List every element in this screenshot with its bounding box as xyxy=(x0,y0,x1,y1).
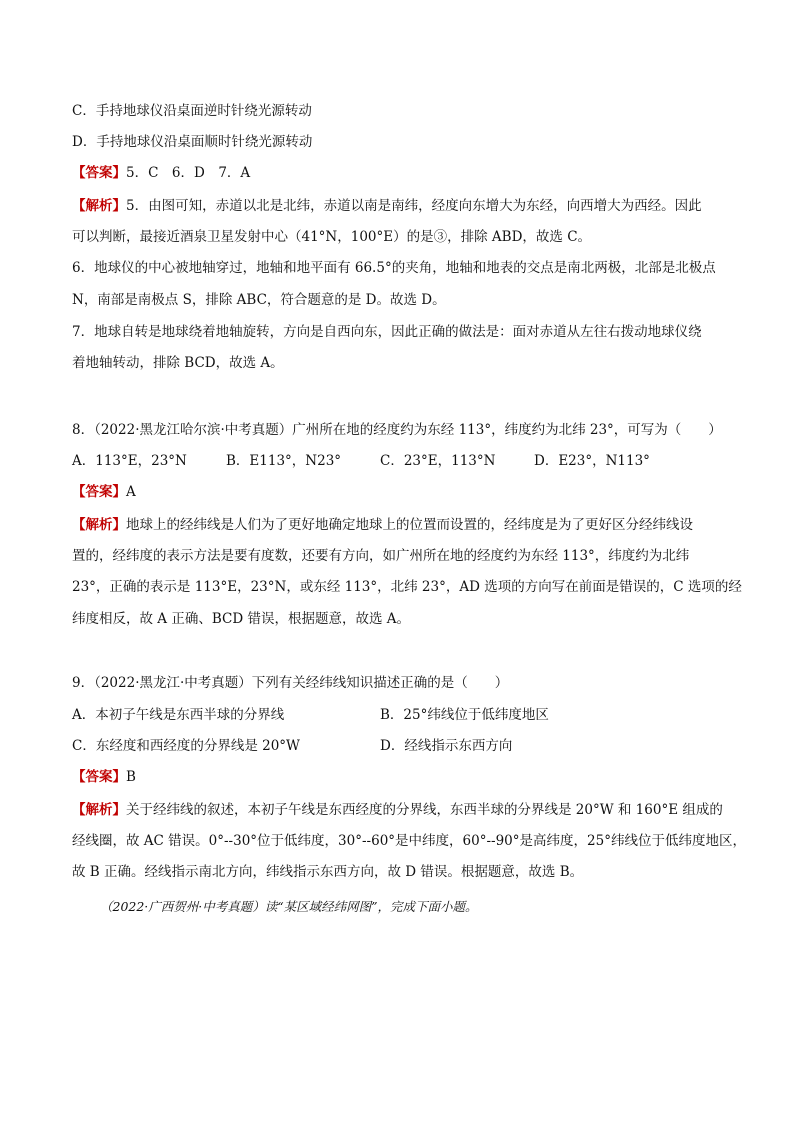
answer-text: 5．C 6．D 7．A xyxy=(126,165,251,181)
q9-option-b: B．25°纬线位于低纬度地区 xyxy=(380,707,549,723)
q8-stem: 8．（2022·黑龙江哈尔滨·中考真题）广州所在地的经度约为东经 113°，纬度约为北纬 23°，可写为（ ） xyxy=(72,422,722,438)
q8-answer xyxy=(72,482,722,502)
q7-option-c: C．手持地球仪沿桌面逆时针绕光源转动 xyxy=(72,103,312,119)
q9-option-a: A．本初子午线是东西半球的分界线 xyxy=(72,707,285,723)
analysis-7-line2: 着地轴转动，排除 BCD，故选 A。 xyxy=(72,355,284,371)
q7-option-d: D．手持地球仪沿桌面顺时针绕光源转动 xyxy=(72,134,313,150)
q9-answer xyxy=(72,767,722,787)
next-group-intro: （2022·广西贺州·中考真题）读“某区域经纬网图”，完成下面小题。 xyxy=(100,899,478,914)
analysis-5-line2: 可以判断，最接近酒泉卫星发射中心（41°N，100°E）的是③，排除 ABD，故选 C。 xyxy=(72,229,592,245)
q8-option-b: B．E113°，N23° xyxy=(226,453,342,469)
answer-text: A xyxy=(126,484,136,500)
answer-tag: 【答案】 xyxy=(72,769,126,785)
analysis-text: 地球上的经纬线是人们为了更好地确定地球上的位置而设置的，经纬度是为了更好区分经纬线设 xyxy=(126,517,693,533)
analysis-text: 5．由图可知，赤道以北是北纬，赤道以南是南纬，经度向东增大为东经，向西增大为西经。因此 xyxy=(126,198,702,214)
q8-option-c: C．23°E，113°N xyxy=(380,453,496,469)
q8-analysis-line4: 纬度相反，故 A 正确、BCD 错误，根据题意，故选 A。 xyxy=(72,611,410,627)
analysis-tag: 【解析】 xyxy=(72,198,126,214)
analysis-5-line1 xyxy=(72,196,722,216)
analysis-6-line2: N，南部是南极点 S，排除 ABC，符合题意的是 D。故选 D。 xyxy=(72,292,446,308)
q9-option-c: C．东经度和西经度的分界线是 20°W xyxy=(72,738,300,754)
analysis-tag: 【解析】 xyxy=(72,517,126,533)
answer-tag: 【答案】 xyxy=(72,484,126,500)
q8-option-a: A．113°E，23°N xyxy=(72,453,187,469)
q8-analysis-line2: 置的，经纬度的表示方法是要有度数，还要有方向，如广州所在地的经度约为东经 113°，纬度约为北纬 xyxy=(72,548,690,564)
q9-stem: 9．（2022·黑龙江·中考真题）下列有关经纬线知识描述正确的是（ ） xyxy=(72,675,509,691)
q8-analysis-line1 xyxy=(72,515,722,535)
q9-analysis-line3: 故 B 正确。经线指示南北方向，纬线指示东西方向，故 D 错误。根据题意，故选 B。 xyxy=(72,864,584,880)
q8-option-d: D．E23°，N113° xyxy=(534,453,650,469)
q8-analysis-line3: 23°，正确的表示是 113°E，23°N，或东经 113°，北纬 23°，AD 选项的方向写在前面是错误的，C 选项的经 xyxy=(72,579,742,595)
analysis-6-line1: 6．地球仪的中心被地轴穿过，地轴和地平面有 66.5°的夹角，地轴和地表的交点是南北两极，北部是北极点 xyxy=(72,260,716,276)
q9-analysis-line2: 经线圈，故 AC 错误。0°--30°位于低纬度，30°--60°是中纬度，60°--90°是高纬度，25°纬线位于低纬度地区， xyxy=(72,833,746,849)
q9-option-d: D．经线指示东西方向 xyxy=(380,738,513,754)
answer-text: B xyxy=(126,769,136,785)
answer-5-7 xyxy=(72,163,722,183)
analysis-tag: 【解析】 xyxy=(72,802,126,818)
analysis-text: 关于经纬线的叙述，本初子午线是东西经度的分界线，东西半球的分界线是 20°W 和 160°E 组成的 xyxy=(126,802,723,818)
answer-tag: 【答案】 xyxy=(72,165,126,181)
analysis-7-line1: 7．地球自转是地球绕着地轴旋转，方向是自西向东，因此正确的做法是：面对赤道从左往右拨动地球仪绕 xyxy=(72,324,702,340)
q9-analysis-line1 xyxy=(72,800,722,820)
